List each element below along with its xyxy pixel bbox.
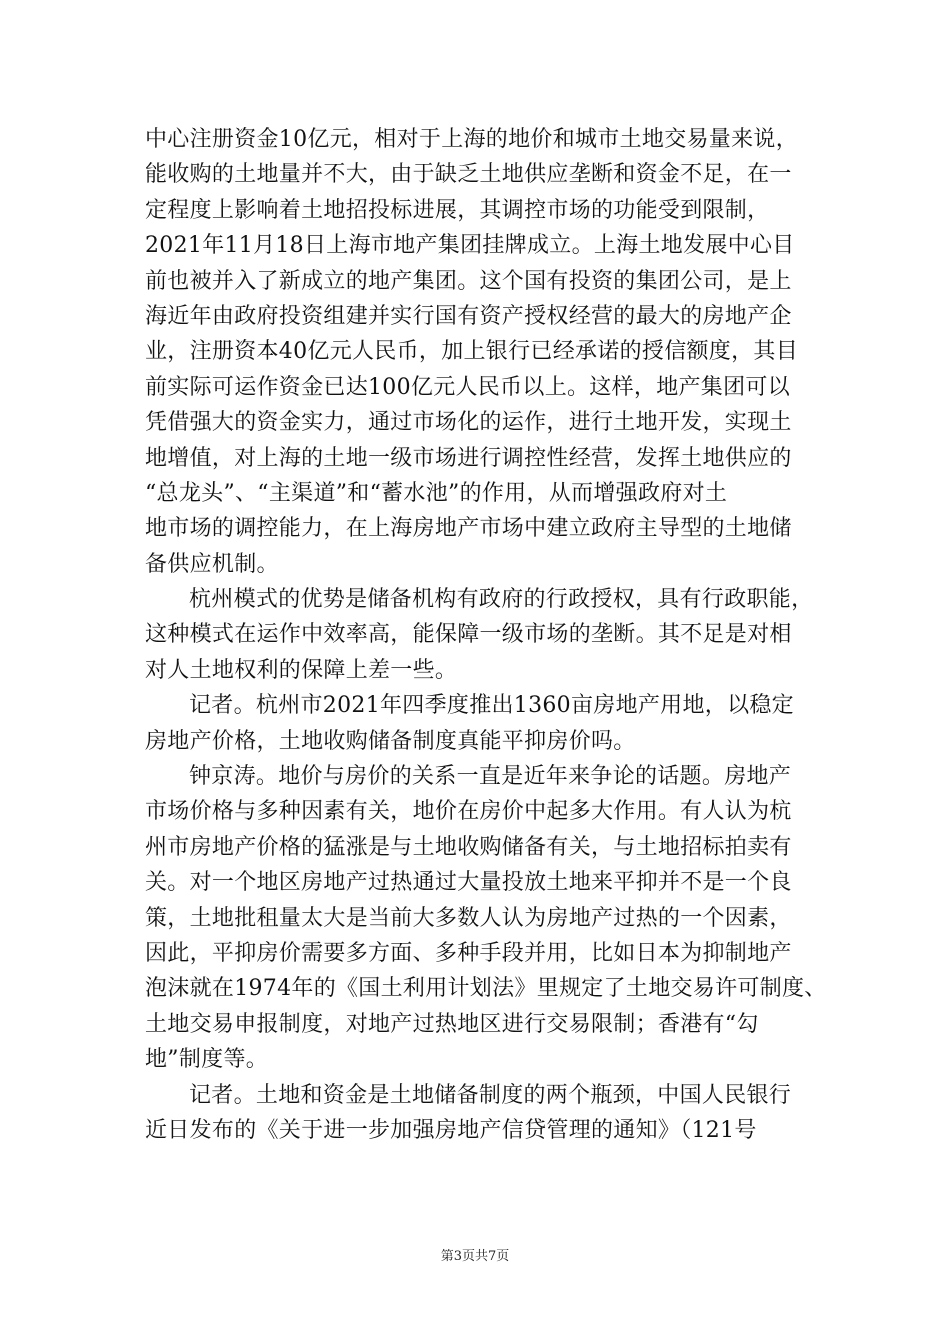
text-line: 因此，平抑房价需要多方面、多种手段并用，比如日本为抑制地产 [145,940,792,966]
text-line: 房地产价格，土地收购储备制度真能平抑房价吗。 [145,728,636,754]
text-line: 能收购的土地量并不大，由于缺乏土地供应垄断和资金不足，在一 [145,162,792,188]
text-line: 地增值，对上海的土地一级市场进行调控性经营，发挥土地供应的 [145,445,792,471]
text-line: 市场价格与多种因素有关，地价在房价中起多大作用。有人认为杭 [145,799,792,825]
paragraph-first-line: 记者。土地和资金是土地储备制度的两个瓶颈，中国人民银行 [189,1082,792,1108]
paragraph-first-line: 钟京涛。地价与房价的关系一直是近年来争论的话题。房地产 [189,764,792,790]
text-line: 州市房地产价格的猛涨是与土地收购储备有关，与土地招标拍卖有 [145,834,792,860]
text-line: 备供应机制。 [145,551,279,577]
text-line: 对人土地权利的保障上差一些。 [145,657,458,683]
text-line: 业，注册资本40亿元人民币，加上银行已经承诺的授信额度，其目 [145,339,798,365]
text-line: 关。对一个地区房地产过热通过大量投放土地来平抑并不是一个良 [145,870,792,896]
text-line: 土地交易申报制度，对地产过热地区进行交易限制；香港有“勾 [145,1011,759,1037]
paragraph-first-line: 记者。杭州市2021年四季度推出1360亩房地产用地，以稳定 [189,693,794,719]
page-number: 第3页共7页 [440,1249,510,1264]
text-line: 地”制度等。 [145,1047,269,1073]
text-line: 定程度上影响着土地招投标进展，其调控市场的功能受到限制， [145,197,770,223]
body-text [145,122,827,1148]
text-line: 中心注册资金10亿元，相对于上海的地价和城市土地交易量来说， [145,127,798,152]
text-line: 海近年由政府投资组建并实行国有资产授权经营的最大的房地产企 [145,303,792,329]
text-line: 地市场的调控能力，在上海房地产市场中建立政府主导型的土地储 [145,516,792,542]
text-line: 2021年11月18日上海市地产集团挂牌成立。上海土地发展中心目 [145,233,795,259]
text-line: 策，土地批租量太大是当前大多数人认为房地产过热的一个因素， [145,905,792,931]
text-line: 前也被并入了新成立的地产集团。这个国有投资的集团公司，是上 [145,268,792,294]
paragraph-first-line: 杭州模式的优势是储备机构有政府的行政授权，具有行政职能， [189,587,814,613]
text-line: 这种模式在运作中效率高，能保障一级市场的垄断。其不足是对相 [145,622,792,648]
text-line: 近日发布的《关于进一步加强房地产信贷管理的通知》（121号 [145,1117,757,1143]
text-line: 前实际可运作资金已达100亿元人民币以上。这样，地产集团可以 [145,374,790,400]
text-line: “总龙头”、“主渠道”和“蓄水池”的作用，从而增强政府对土 [145,480,728,506]
text-line: 泡沫就在1974年的《国土利用计划法》里规定了土地交易许可制度、 [145,976,827,1002]
text-line: 凭借强大的资金实力，通过市场化的运作，进行土地开发，实现土 [145,410,792,436]
